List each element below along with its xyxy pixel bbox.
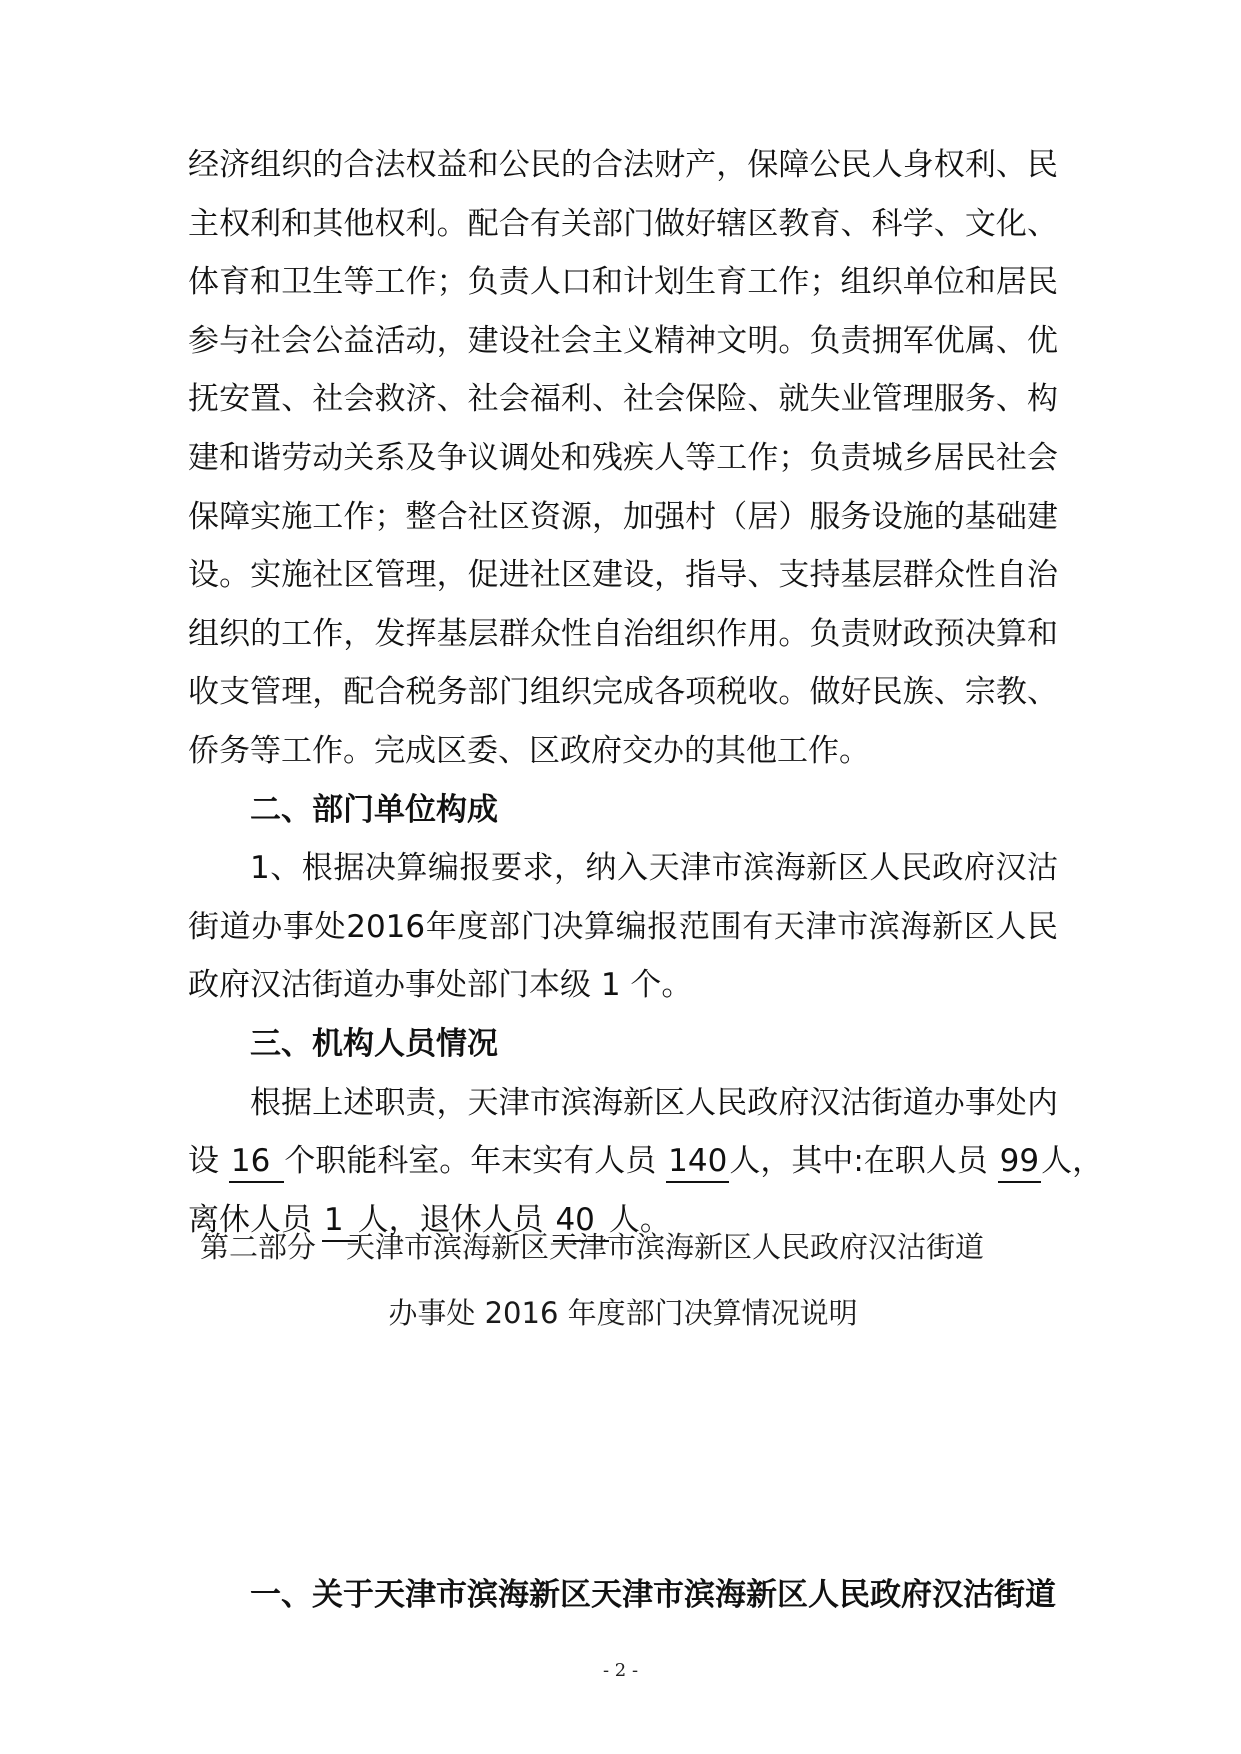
office-count-value: 16: [229, 1141, 284, 1183]
paragraph-line: 街道办事处2016年度部门决算编报范围有天津市滨海新区人民: [188, 908, 1058, 945]
paragraph-line: 保障实施工作；整合社区资源，加强村（居）服务设施的基础建: [188, 498, 1058, 535]
text-fragment: 人，退休人员: [357, 1201, 554, 1238]
part-label: 第二部分: [200, 1230, 317, 1264]
retired-cadre-value: 1: [322, 1200, 358, 1242]
paragraph-line: 根据上述职责，天津市滨海新区人民政府汉沽街道办事处内: [250, 1084, 1058, 1121]
text-fragment: 离休人员: [188, 1201, 322, 1238]
active-staff-value: 99: [998, 1141, 1041, 1183]
text-fragment: 个职能科室。年末实有人员: [284, 1143, 667, 1180]
section-two-heading: 二、部门单位构成: [250, 791, 498, 828]
staff-count-line: [188, 1132, 1104, 1191]
paragraph-line: 政府汉沽街道办事处部门本级 1 个。: [188, 967, 693, 1004]
paragraph-line: 抚安置、社会救济、社会福利、社会保险、就失业管理服务、构: [188, 381, 1058, 418]
part-two-title-line: [188, 1214, 1058, 1280]
retired-staff-value: 40: [553, 1200, 608, 1242]
paragraph-line: 收支管理，配合税务部门组织完成各项税收。做好民族、宗教、: [188, 674, 1058, 711]
page-number: - 2 -: [602, 1660, 639, 1681]
text-fragment: 人。: [608, 1201, 671, 1238]
part-two-title-line: 办事处 2016 年度部门决算情况说明: [388, 1296, 858, 1330]
text-fragment: 人，: [1041, 1143, 1104, 1180]
paragraph-line: 经济组织的合法权益和公民的合法财产，保障公民人身权利、民: [188, 147, 1058, 183]
duties-paragraph: [188, 136, 1104, 1249]
total-staff-value: 140: [666, 1141, 729, 1183]
paragraph-line: 侨务等工作。完成区委、区政府交办的其他工作。: [188, 732, 870, 769]
paragraph-line: 设。实施社区管理，促进社区建设，指导、支持基层群众性自治: [188, 557, 1058, 594]
section-three-heading: 三、机构人员情况: [250, 1025, 498, 1062]
paragraph-line: 组织的工作，发挥基层群众性自治组织作用。负责财政预决算和: [188, 615, 1058, 652]
part-title-text: 天津市滨海新区天津市滨海新区人民政府汉沽街道: [346, 1230, 985, 1264]
text-fragment: 设: [188, 1143, 229, 1180]
paragraph-line: 体育和卫生等工作；负责人口和计划生育工作；组织单位和居民: [188, 264, 1058, 301]
paragraph-line: 主权利和其他权利。配合有关部门做好辖区教育、科学、文化、: [188, 205, 1058, 242]
part-two-title: [188, 1214, 1058, 1346]
text-fragment: 人，其中:在职人员: [729, 1143, 998, 1180]
paragraph-line: 建和谐劳动关系及争议调处和残疾人等工作；负责城乡居民社会: [188, 439, 1058, 476]
section-one-heading: 一、关于天津市滨海新区天津市滨海新区人民政府汉沽街道: [250, 1577, 1056, 1613]
paragraph-line: 参与社会公益活动，建设社会主义精神文明。负责拥军优属、优: [188, 322, 1058, 359]
paragraph-line: 1、根据决算编报要求，纳入天津市滨海新区人民政府汉沽: [250, 850, 1058, 887]
